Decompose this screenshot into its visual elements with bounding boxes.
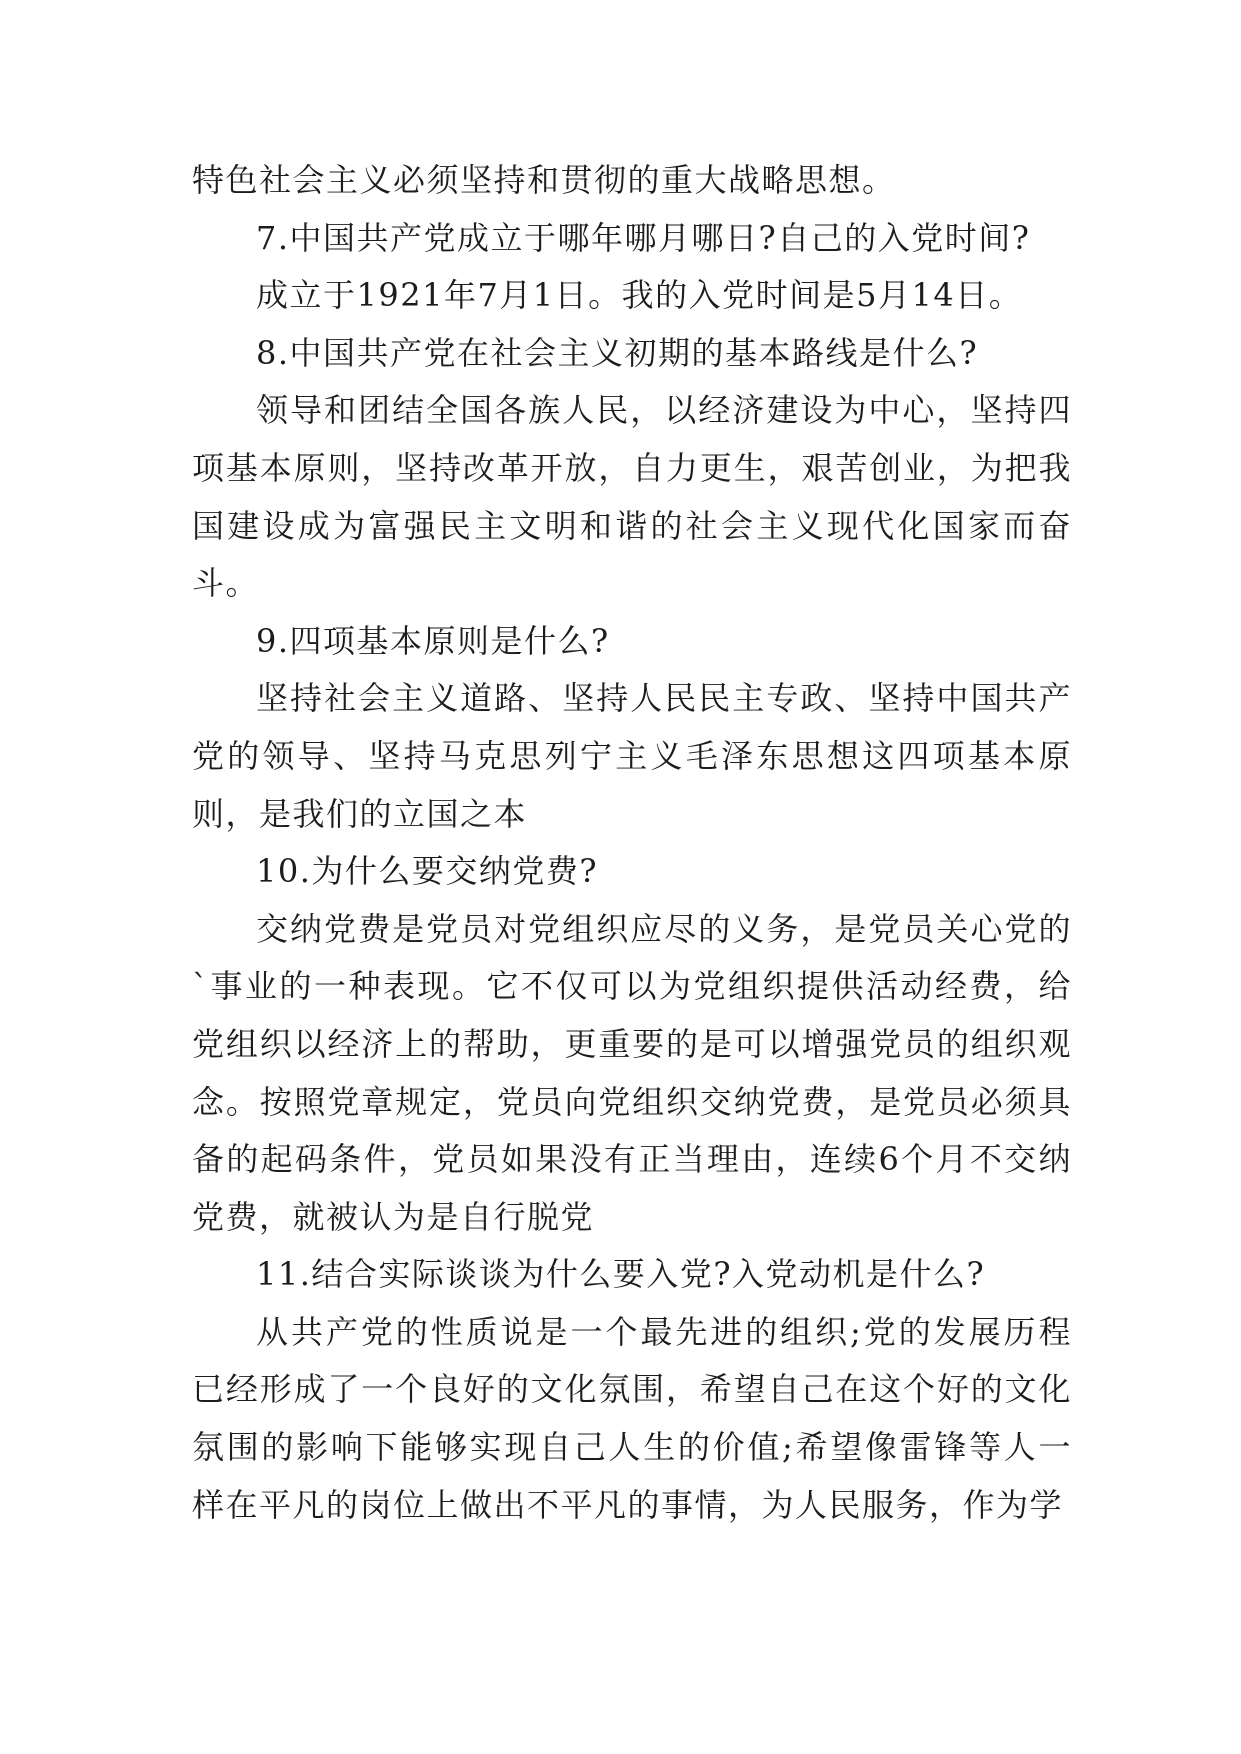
question-10: 10.为什么要交纳党费? (256, 852, 599, 891)
answer-9: 坚持社会主义道路、坚持人民民主专政、坚持中国共产党的领导、坚持马克思列宁主义毛泽东思想这四项基本原则，是我们的立国之本 (192, 679, 1072, 833)
document-body (192, 152, 1072, 1534)
paragraph-1: 特色社会主义必须坚持和贯彻的重大战略思想。 (192, 161, 896, 199)
answer-7: 成立于1921年7月1日。我的入党时间是5月14日。 (256, 276, 1023, 315)
answer-11: 从共产党的性质说是一个最先进的组织;党的发展历程已经形成了一个良好的文化氛围，希望自己在这个好的文化氛围的影响下能够实现自己人生的价值;希望像雷锋等人一样在平凡的岗位上做出不平凡的事情，为人民服务，作为学 (192, 1312, 1072, 1524)
question-8: 8.中国共产党在社会主义初期的基本路线是什么? (256, 333, 979, 372)
question-9: 9.四项基本原则是什么? (256, 621, 610, 660)
answer-8: 领导和团结全国各族人民，以经济建设为中心，坚持四项基本原则，坚持改革开放，自力更生，艰苦创业，为把我国建设成为富强民主文明和谐的社会主义现代化国家而奋斗。 (192, 391, 1072, 603)
question-7: 7.中国共产党成立于哪年哪月哪日?自己的入党时间? (256, 218, 1031, 257)
question-11: 11.结合实际谈谈为什么要入党?入党动机是什么? (256, 1255, 986, 1294)
answer-10: 交纳党费是党员对党组织应尽的义务，是党员关心党的`事业的一种表现。它不仅可以为党组织提供活动经费，给党组织以经济上的帮助，更重要的是可以增强党员的组织观念。按照党章规定，党员向党组织交纳党费，是党员必须具备的起码条件，党员如果没有正当理由，连续6个月不交纳党费，就被认为是自行脱党 (192, 909, 1072, 1236)
